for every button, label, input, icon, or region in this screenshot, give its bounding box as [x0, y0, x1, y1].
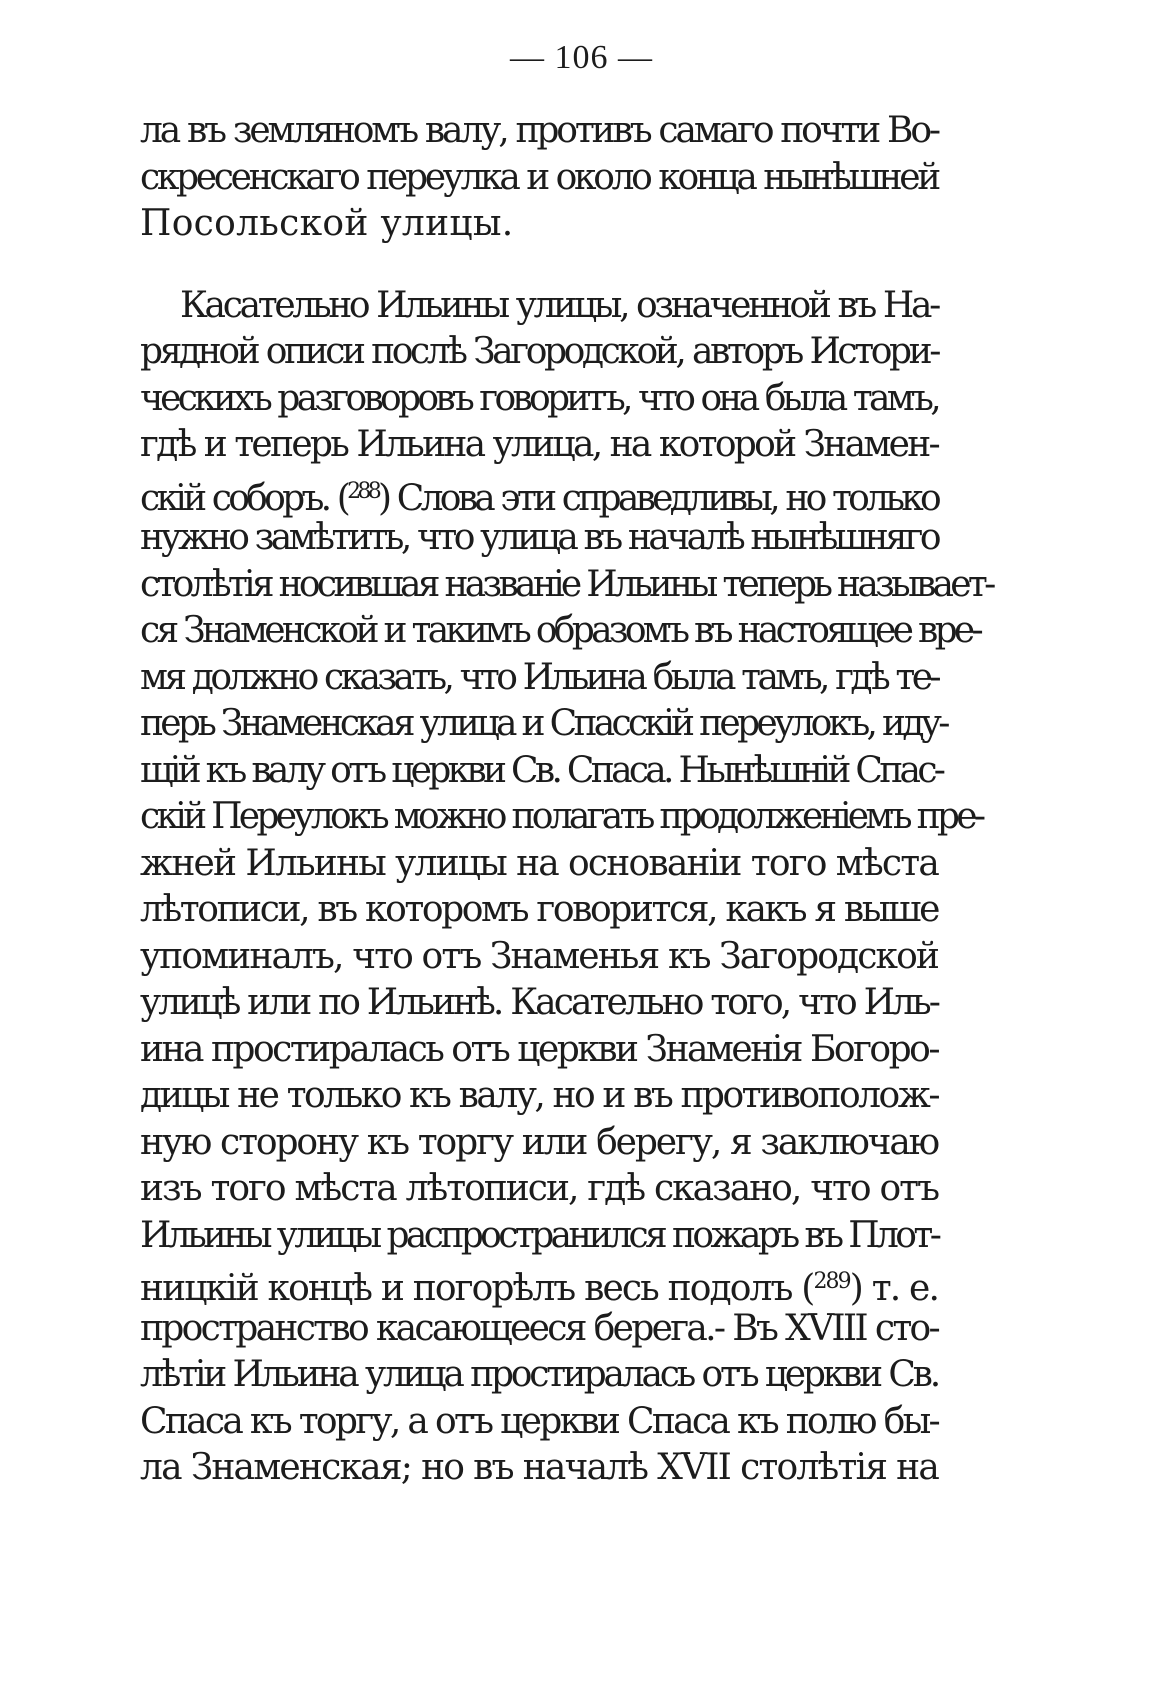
text-line: мя должно сказать, что Ильина была тамъ, гдѣ те-: [140, 656, 938, 698]
text-line: скій Переулокъ можно полагать продолженіемъ пре-: [140, 796, 983, 837]
text-line: столѣтія носившая названіе Ильины теперь называет-: [140, 563, 993, 605]
footnote-reference: 289: [813, 1269, 850, 1294]
text-line: [140, 1259, 938, 1309]
text-line: лѣтіи Ильина улица простиралась отъ церкви Св.: [140, 1354, 938, 1395]
paragraph: [140, 283, 993, 1492]
text-line: ла въ земляномъ валу, противъ самаго почти Во-: [140, 110, 938, 151]
text-line: дицы не только къ валу, но и въ противополож-: [140, 1075, 938, 1116]
text-segment: скій соборъ. (: [140, 477, 348, 519]
text-segment: ницкій концѣ и погорѣлъ весь подолъ (: [140, 1268, 814, 1309]
text-line: Ильины улицы распространился пожаръ въ Плот-: [140, 1214, 939, 1256]
text-line: жней Ильины улицы на основаніи того мѣста: [140, 842, 938, 884]
text-segment: ) Слова эти справедливы, но только: [378, 477, 938, 519]
text-line: ина простиралась отъ церкви Знаменія Богоро-: [140, 1028, 938, 1070]
text-line: Касательно Ильины улицы, означенной въ На-: [180, 284, 938, 326]
text-line: гдѣ и теперь Ильина улица, на которой Знамен-: [140, 424, 938, 465]
text-line: ческихъ разговоровъ говоритъ, что она была тамъ,: [140, 377, 938, 419]
text-line: пространство касающееся берега.- Въ XVIII сто-: [140, 1307, 938, 1349]
text-line: скресенскаго переулка и около конца нынѣшней: [140, 156, 938, 198]
page-number: — 106 —: [510, 39, 653, 76]
text-line: лѣтописи, въ которомъ говорится, какъ я выше: [140, 889, 938, 930]
text-body: [140, 108, 993, 1492]
text-line: Спаса къ торгу, а отъ церкви Спаса къ полю бы-: [140, 1400, 938, 1442]
text-line: [140, 469, 938, 519]
text-line: перь Знаменская улица и Спасскій переулокъ, иду-: [140, 703, 947, 744]
footnote-reference: 288: [347, 478, 379, 504]
text-line: рядной описи послѣ Загородской, авторъ Истори-: [140, 331, 938, 372]
text-line: улицѣ или по Ильинѣ. Касательно того, что Иль-: [140, 982, 938, 1023]
text-line: изъ того мѣста лѣтописи, гдѣ сказано, что отъ: [140, 1168, 938, 1209]
text-line: ла Знаменская; но въ началѣ XVII столѣтія на: [140, 1447, 938, 1488]
text-line: Посольской улицы.: [140, 203, 514, 244]
text-line: ся Знаменской и такимъ образомъ въ настоящее вре-: [140, 610, 980, 651]
text-line: нужно замѣтить, что улица въ началѣ нынѣшняго: [140, 517, 938, 558]
text-line: упоминалъ, что отъ Знаменья къ Загородской: [140, 935, 938, 977]
text-line: щій къ валу отъ церкви Св. Спаса. Нынѣшній Спас-: [140, 749, 943, 791]
text-segment: ) т. е.: [849, 1268, 938, 1309]
paragraph: [140, 108, 938, 248]
text-line: ную сторону къ торгу или берегу, я заключаю: [140, 1121, 938, 1163]
